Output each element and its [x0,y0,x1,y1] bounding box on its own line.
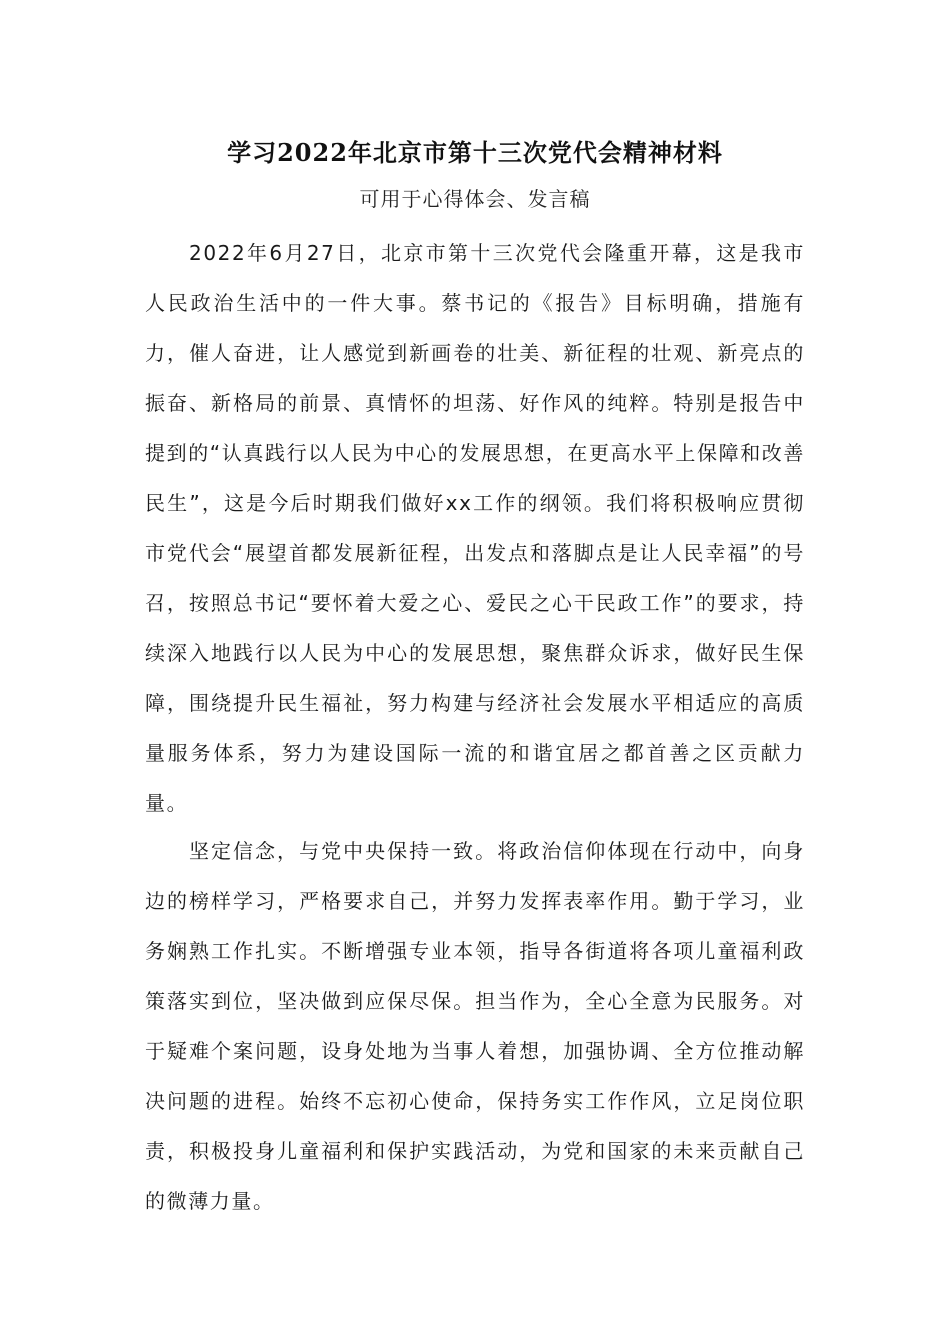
body-paragraph-2: 坚定信念，与党中央保持一致。将政治信仰体现在行动中，向身边的榜样学习，严格要求自己，并努力发挥表率作用。勤于学习，业务娴熟工作扎实。不断增强专业本领，指导各街道将各项儿童福利政策落实到位，坚决做到应保尽保。担当作为，全心全意为民服务。对于疑难个案问题，设身处地为当事人着想，加强协调、全方位推动解决问题的进程。始终不忘初心使命，保持务实工作作风，立足岗位职责，积极投身儿童福利和保护实践活动，为党和国家的未来贡献自己的微薄力量。 [145,839,805,1213]
document-title: 学习2022年北京市第十三次党代会精神材料 [227,138,723,167]
body-paragraph-1: 2022年6月27日，北京市第十三次党代会隆重开幕，这是我市人民政治生活中的一件大事。蔡书记的《报告》目标明确，措施有力，催人奋进，让人感觉到新画卷的壮美、新征程的壮观、新亮点的振奋、新格局的前景、真情怀的坦荡、好作风的纯粹。特别是报告中提到的“认真践行以人民为中心的发展思想，在更高水平上保障和改善民生”，这是今后时期我们做好xx工作的纲领。我们将积极响应贯彻市党代会“展望首都发展新征程，出发点和落脚点是让人民幸福”的号召，按照总书记“要怀着大爱之心、爱民之心干民政工作”的要求，持续深入地践行以人民为中心的发展思想，聚焦群众诉求，做好民生保障，围绕提升民生福祉，努力构建与经济社会发展水平相适应的高质量服务体系，努力为建设国际一流的和谐宜居之都首善之区贡献力量。 [145,241,805,815]
document-subtitle: 可用于心得体会、发言稿 [359,187,591,211]
